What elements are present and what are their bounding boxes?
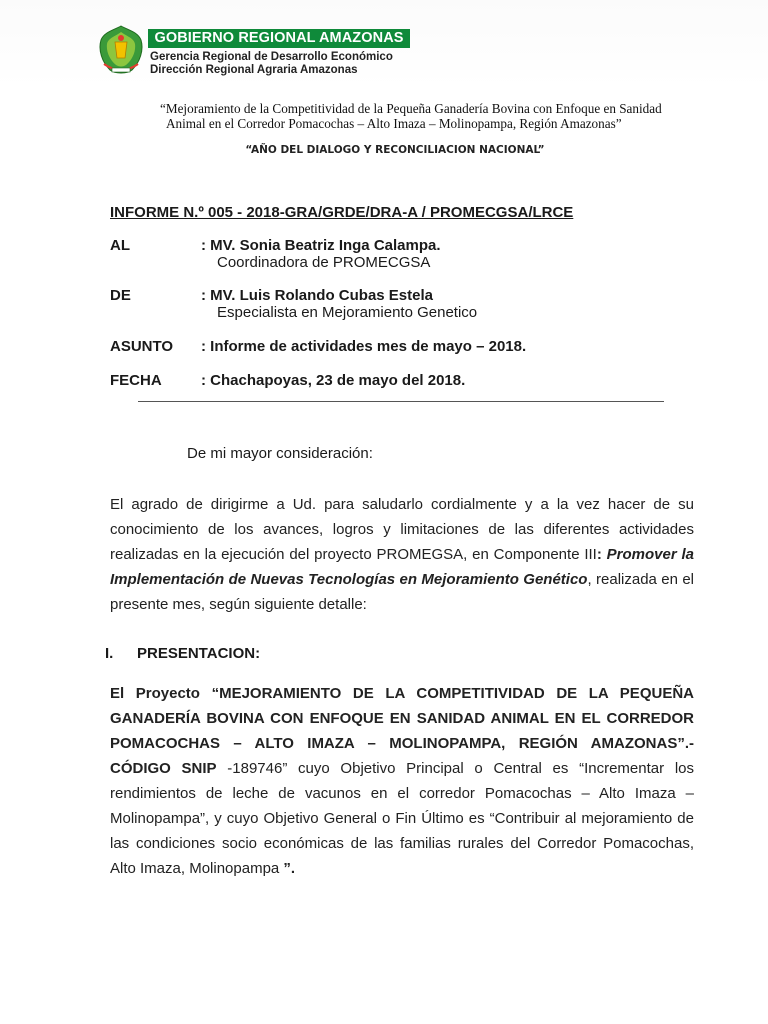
date-value: : Chachapoyas, 23 de mayo del 2018. [201,372,466,389]
intro-text: El agrado de dirigirme a Ud. para saludarlo cordialmente y a la vez hacer de su conocimiento de los avances, logros y limitaciones de las diferentes actividades realizadas en la ejecución del proyecto PROMEGSA, en Componente III [110,496,694,563]
salutation: De mi mayor consideración: [187,445,373,462]
project-title-line: “Mejoramiento de la Competitividad de la Pequeña Ganadería Bovina con Enfoque en Sanidad [160,101,662,116]
presentation-paragraph [110,681,694,881]
subject-label: ASUNTO [110,338,174,355]
directorate-name: Dirección Regional Agraria Amazonas [150,64,358,76]
regional-seal-icon [98,24,144,76]
from-value: : MV. Luis Rolando Cubas Estela [201,287,433,304]
section-title: PRESENTACION: [137,645,261,662]
presentation-text: -189746” cuyo Objetivo Principal o Central es “Incrementar los rendimientos de leche de vacunos en el corredor Pomacochas – Alto Imaza – Molinopampa”, y cuyo Objetivo General o Fin Último es “Contribuir al mejoramiento de las condiciones socio económicas de las familias rurales del Corredor Pomacochas, Alto Imaza, Molinopampa [110,760,694,877]
date-label: FECHA [110,372,162,389]
from-label: DE [110,287,131,304]
to-label: AL [110,237,130,254]
year-motto: “AÑO DEL DIALOGO Y RECONCILIACION NACIONAL” [245,144,545,156]
presentation-end: ”. [283,860,296,877]
to-position: Coordinadora de PROMECGSA [217,254,431,271]
project-name-code: El Proyecto “MEJORAMIENTO DE LA COMPETITIVIDAD DE LA PEQUEÑA GANADERÍA BOVINA CON ENFOQUE EN SANIDAD ANIMAL EN EL CORREDOR POMACOCHAS – ALTO IMAZA – MOLINOPAMPA, REGIÓN AMAZONAS”.- CÓDIGO SNIP [110,685,694,777]
header-divider [138,401,664,402]
department-name: Gerencia Regional de Desarrollo Económico [150,51,393,63]
report-number: INFORME N.º 005 - 2018-GRA/GRDE/DRA-A / PROMECGSA/LRCE [110,204,574,221]
to-value: : MV. Sonia Beatriz Inga Calampa. [201,237,441,254]
from-position: Especialista en Mejoramiento Genetico [217,304,478,321]
project-title [160,101,705,131]
component-name: Promover la Implementación de Nuevas Tecnologías en Mejoramiento Genético [110,546,695,588]
intro-colon: : [596,546,602,563]
intro-paragraph [110,492,694,617]
intro-text-end: , realizada en el presente mes, según siguiente detalle: [110,571,694,613]
subject-value: : Informe de actividades mes de mayo – 2018. [201,338,527,355]
section-number: I. [105,645,114,662]
project-title-line: Animal en el Corredor Pomacochas – Alto Imaza – Molinopampa, Región Amazonas” [166,116,622,131]
organization-banner: GOBIERNO REGIONAL AMAZONAS [148,29,410,48]
